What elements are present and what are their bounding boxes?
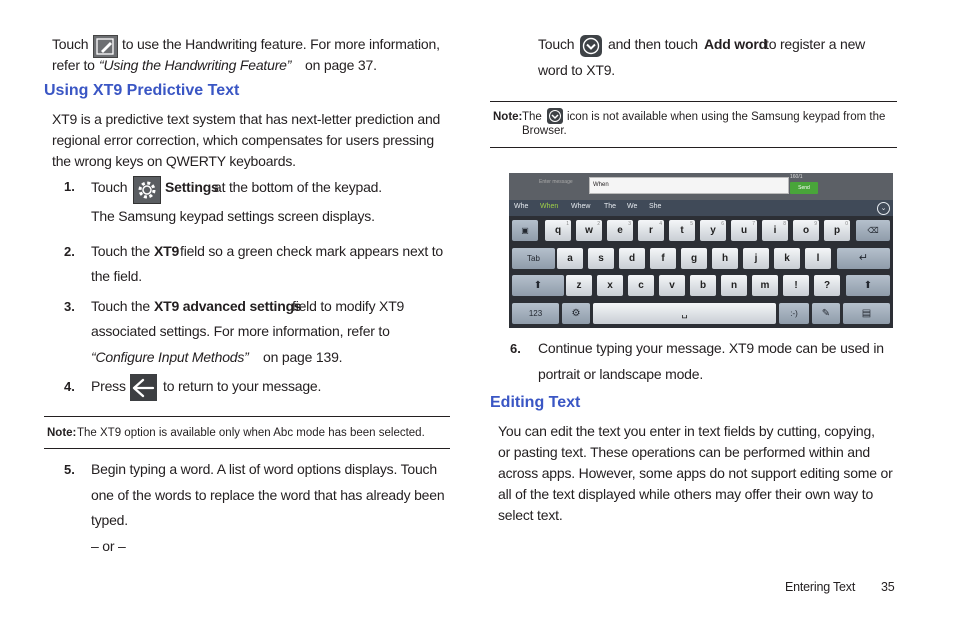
heading-xt9: Using XT9 Predictive Text bbox=[44, 82, 240, 99]
note-label: Note: bbox=[47, 427, 77, 439]
step3-text: field to modify XT9 bbox=[292, 298, 405, 314]
note-label: Note: bbox=[493, 111, 523, 123]
keyboard-switch-key[interactable]: ▣ bbox=[512, 220, 538, 241]
step6-line: Continue typing your message. XT9 mode can be used in bbox=[538, 340, 884, 356]
key[interactable]: v bbox=[659, 275, 685, 296]
key-letter: y bbox=[710, 225, 716, 236]
note-text: The bbox=[522, 111, 542, 123]
step6-line: portrait or landscape mode. bbox=[538, 366, 704, 382]
key[interactable]: z bbox=[566, 275, 592, 296]
note-rule-bottom bbox=[44, 448, 450, 449]
key-letter: i bbox=[773, 225, 777, 236]
key[interactable] bbox=[793, 220, 819, 241]
key[interactable]: n bbox=[721, 275, 747, 296]
step2-text: the field. bbox=[91, 268, 142, 284]
key[interactable]: c bbox=[628, 275, 654, 296]
step5-line: Begin typing a word. A list of word options displays. Touch bbox=[91, 461, 437, 477]
message-input-text: When bbox=[593, 182, 609, 188]
shift-key[interactable]: ⬆ bbox=[512, 275, 564, 296]
para-handwriting-touch: Touch bbox=[52, 36, 89, 52]
step5-line: typed. bbox=[91, 512, 128, 528]
xt9-intro-line: the wrong keys on QWERTY keyboards. bbox=[52, 153, 296, 169]
note-rule-top bbox=[44, 416, 450, 417]
step-number: 1. bbox=[64, 179, 75, 194]
para-handwriting-text: to use the Handwriting feature. For more information, bbox=[122, 36, 440, 52]
key-number: 0 bbox=[845, 221, 848, 227]
configure-input-reference-link[interactable]: “Configure Input Methods” bbox=[91, 349, 249, 365]
back-arrow-icon bbox=[130, 374, 157, 401]
key[interactable]: k bbox=[774, 248, 800, 269]
key-number: 1 bbox=[566, 221, 569, 227]
add-word-text: Touch bbox=[538, 36, 575, 52]
chevron-down-icon bbox=[547, 108, 563, 124]
add-word-text: word to XT9. bbox=[538, 62, 615, 78]
message-field-label: Enter message bbox=[539, 179, 573, 185]
clipboard-icon[interactable]: ▤ bbox=[843, 303, 890, 324]
key[interactable]: s bbox=[588, 248, 614, 269]
key-letter: r bbox=[649, 225, 653, 236]
suggestion-item[interactable]: She bbox=[649, 203, 662, 210]
key-number: 5 bbox=[690, 221, 693, 227]
or-separator: – or – bbox=[91, 538, 126, 554]
step2-text: field so a green check mark appears next to bbox=[180, 243, 443, 259]
handwriting-reference-link[interactable]: “Using the Handwriting Feature” bbox=[99, 57, 292, 73]
key-letter: q bbox=[554, 225, 562, 236]
step1-text: Touch bbox=[91, 179, 128, 195]
note-text: icon is not available when using the Samsung keypad from the bbox=[567, 111, 886, 123]
char-counter: 160/1 bbox=[790, 174, 803, 180]
editing-text-line: select text. bbox=[498, 507, 563, 523]
xt9-intro-line: regional error correction, which compensates for users pressing bbox=[52, 132, 434, 148]
handwriting-pen-icon[interactable]: ✎ bbox=[812, 303, 840, 324]
note-text: Browser. bbox=[522, 125, 567, 137]
key[interactable]: j bbox=[743, 248, 769, 269]
key[interactable]: h bbox=[712, 248, 738, 269]
key[interactable]: f bbox=[650, 248, 676, 269]
key-number: 8 bbox=[783, 221, 786, 227]
editing-text-line: You can edit the text you enter in text fields by cutting, copying, bbox=[498, 423, 875, 439]
step-number: 5. bbox=[64, 462, 75, 477]
key[interactable]: b bbox=[690, 275, 716, 296]
key[interactable] bbox=[700, 220, 726, 241]
step3-text: on page 139. bbox=[263, 349, 343, 365]
note-text: The XT9 option is available only when Abc mode has been selected. bbox=[77, 427, 425, 439]
step4-text: to return to your message. bbox=[163, 378, 322, 394]
key[interactable]: a bbox=[557, 248, 583, 269]
key[interactable] bbox=[638, 220, 664, 241]
key[interactable] bbox=[607, 220, 633, 241]
editing-text-line: or pasting text. These operations can be performed within and bbox=[498, 444, 870, 460]
key[interactable] bbox=[731, 220, 757, 241]
samsung-keypad-screenshot bbox=[509, 173, 893, 328]
note-rule-bottom bbox=[490, 147, 897, 148]
smiley-key[interactable]: :-) bbox=[779, 303, 809, 324]
step-number: 6. bbox=[510, 341, 521, 356]
editing-text-line: across apps. However, some apps do not support editing some or bbox=[498, 465, 893, 481]
step5-line: one of the words to replace the word that has already been bbox=[91, 487, 445, 503]
tab-key[interactable]: Tab bbox=[512, 248, 555, 269]
send-button[interactable]: Send bbox=[790, 182, 818, 194]
key-number: 2 bbox=[597, 221, 600, 227]
xt9-advanced-label: XT9 advanced settings bbox=[154, 298, 302, 314]
add-word-text: and then touch bbox=[608, 36, 698, 52]
step-number: 4. bbox=[64, 379, 75, 394]
space-key[interactable]: ␣ bbox=[593, 303, 776, 324]
key-letter: o bbox=[802, 225, 810, 236]
key-letter: e bbox=[617, 225, 623, 236]
backspace-key[interactable]: ⌫ bbox=[856, 220, 890, 241]
chevron-down-icon bbox=[580, 35, 602, 57]
key[interactable] bbox=[576, 220, 602, 241]
key[interactable]: ! bbox=[783, 275, 809, 296]
add-word-text: to register a new bbox=[765, 36, 866, 52]
suggestion-item[interactable]: Whe bbox=[514, 203, 529, 210]
step4-text: Press bbox=[91, 378, 126, 394]
suggestion-item[interactable]: The bbox=[604, 203, 617, 210]
para-handwriting-refer: refer to bbox=[52, 57, 95, 73]
note-rule-top bbox=[490, 101, 897, 102]
key[interactable] bbox=[824, 220, 850, 241]
shift-key[interactable]: ⬆ bbox=[846, 275, 890, 296]
key[interactable] bbox=[762, 220, 788, 241]
suggestion-item[interactable]: When bbox=[540, 203, 559, 210]
numeric-mode-key[interactable]: 123 bbox=[512, 303, 559, 324]
xt9-label: XT9 bbox=[154, 243, 180, 259]
add-word-label: Add word bbox=[704, 36, 767, 52]
key[interactable] bbox=[669, 220, 695, 241]
gear-icon bbox=[133, 176, 161, 204]
suggestion-item[interactable]: Whew bbox=[571, 203, 591, 210]
step2-text: Touch the bbox=[91, 243, 150, 259]
key-letter: w bbox=[585, 225, 593, 236]
key[interactable]: g bbox=[681, 248, 707, 269]
step3-text: associated settings. For more information, refer to bbox=[91, 323, 390, 339]
key-number: 7 bbox=[752, 221, 755, 227]
para-handwriting-page: on page 37. bbox=[305, 57, 377, 73]
key[interactable] bbox=[545, 220, 571, 241]
step-number: 3. bbox=[64, 299, 75, 314]
xt9-intro-line: XT9 is a predictive text system that has next-letter prediction and bbox=[52, 111, 441, 127]
page-number: 35 bbox=[881, 580, 895, 594]
message-bar bbox=[509, 173, 893, 200]
key[interactable]: m bbox=[752, 275, 778, 296]
key-number: 3 bbox=[628, 221, 631, 227]
key-number: 6 bbox=[721, 221, 724, 227]
key-letter: p bbox=[833, 225, 841, 236]
key[interactable]: l bbox=[805, 248, 831, 269]
key[interactable]: d bbox=[619, 248, 645, 269]
step1-text: at the bottom of the keypad. bbox=[214, 179, 382, 195]
step3-text: Touch the bbox=[91, 298, 150, 314]
key[interactable]: x bbox=[597, 275, 623, 296]
key-number: 4 bbox=[659, 221, 662, 227]
key[interactable]: ? bbox=[814, 275, 840, 296]
key-letter: t bbox=[680, 225, 684, 236]
footer-section-title: Entering Text bbox=[785, 580, 856, 594]
settings-gear-icon[interactable]: ⚙ bbox=[562, 303, 590, 324]
heading-editing-text: Editing Text bbox=[490, 394, 581, 411]
key-number: 9 bbox=[814, 221, 817, 227]
chevron-down-icon[interactable]: ⌄ bbox=[877, 202, 890, 215]
step1-subtext: The Samsung keypad settings screen displays. bbox=[91, 208, 375, 224]
editing-text-line: all of the text displayed while others may offer their own way to bbox=[498, 486, 874, 502]
message-input[interactable] bbox=[589, 177, 789, 194]
step-number: 2. bbox=[64, 244, 75, 259]
key-letter: u bbox=[740, 225, 748, 236]
settings-label: Settings bbox=[165, 179, 219, 195]
suggestion-item[interactable]: We bbox=[627, 203, 638, 210]
enter-key[interactable]: ↵ bbox=[837, 248, 890, 269]
